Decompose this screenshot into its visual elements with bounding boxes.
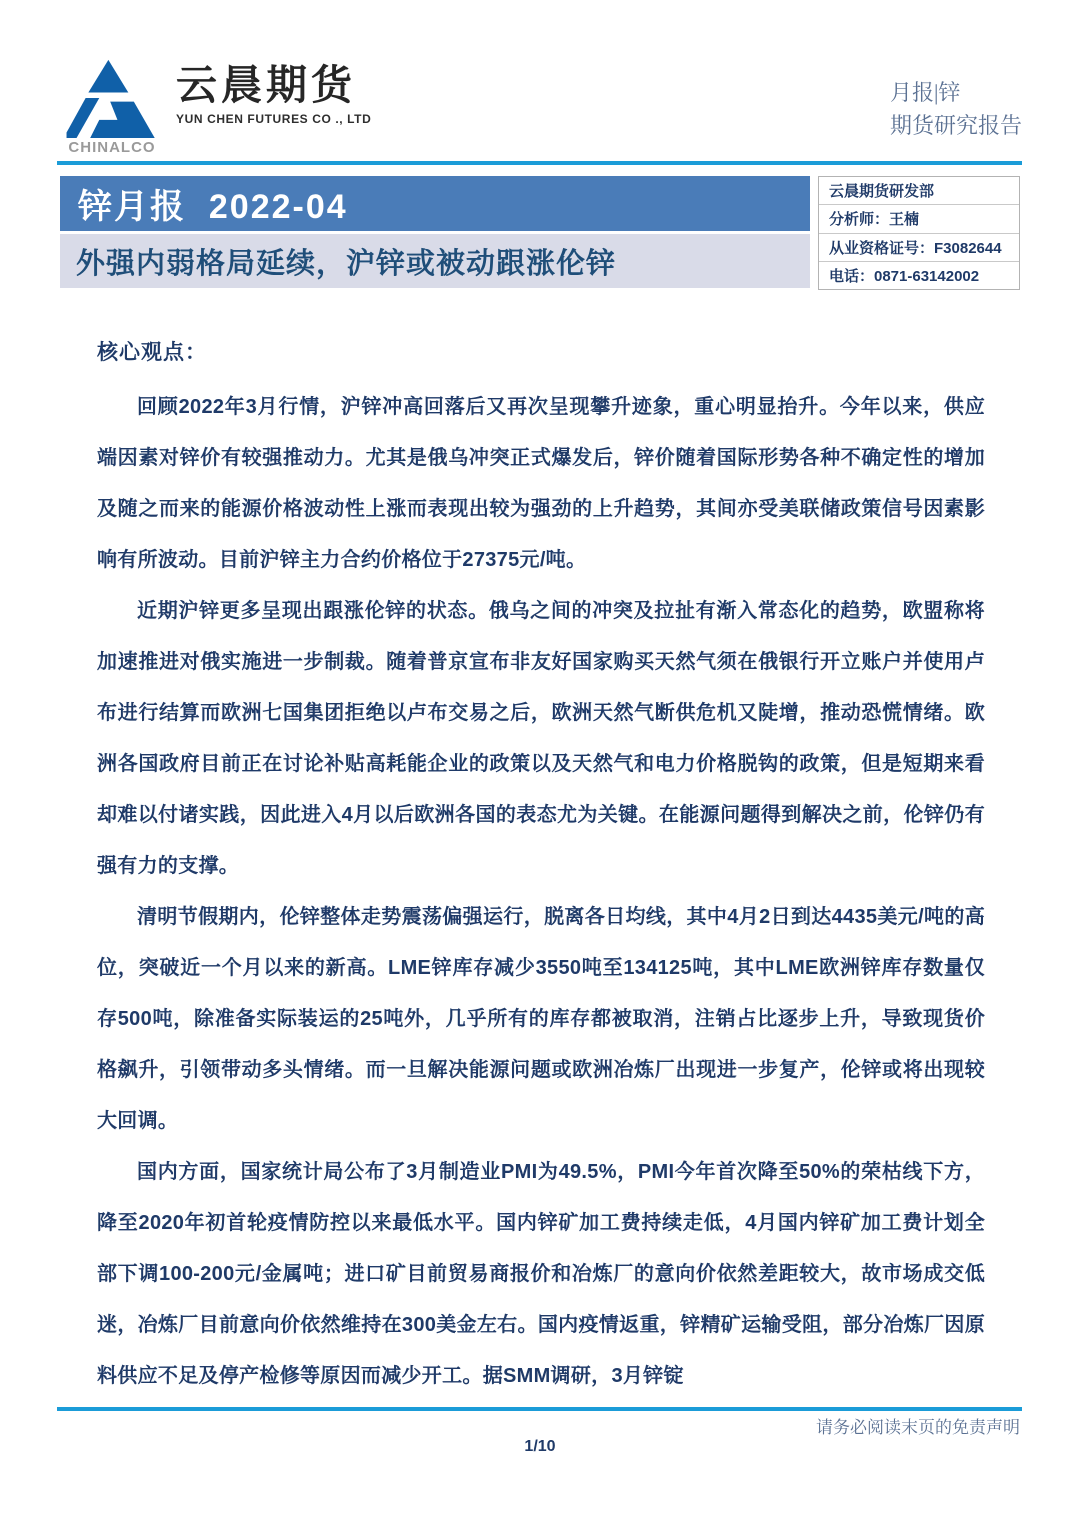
report-title: 锌月报 2022-04	[78, 188, 348, 226]
company-name-block	[176, 62, 371, 126]
company-name-cn: 云晨期货	[176, 62, 356, 108]
report-type-block	[890, 76, 1022, 142]
header-divider	[57, 161, 1022, 165]
report-type: 期货研究报告	[889, 113, 1022, 138]
report-body	[97, 322, 985, 1402]
info-row-analyst: 分析师：王楠	[819, 205, 1019, 233]
logo-caption: CHINALCO	[68, 139, 156, 156]
report-header	[62, 58, 1022, 156]
info-row-license: 从业资格证号：F3082644	[819, 234, 1019, 262]
footer-divider	[57, 1407, 1022, 1411]
body-paragraph: 清明节假期内，伦锌整体走势震荡偏强运行，脱离各日均线，其中4月2日到达4435美元/吨的高位，突破近一个月以来的新高。LME锌库存减少3550吨至134125吨，其中LME欧洲锌库存数量仅存500吨，除准备实际装运的25吨外，几乎所有的库存都被取消，注销占比逐步上升，导致现货价格飙升，引领带动多头情绪。而一旦解决能源问题或欧洲冶炼厂出现进一步复产，伦锌或将出现较大回调。	[97, 906, 985, 1132]
body-paragraph: 国内方面，国家统计局公布了3月制造业PMI为49.5%，PMI今年首次降至50%的荣枯线下方，降至2020年初首轮疫情防控以来最低水平。国内锌矿加工费持续走低，4月国内锌矿加工费计划全部下调100-200元/金属吨；进口矿目前贸易商报价和冶炼厂的意向价依然差距较大，故市场成交低迷，冶炼厂目前意向价依然维持在300美金左右。国内疫情返重，锌精矿运输受阻，部分冶炼厂因原料供应不足及停产检修等原因而减少开工。据SMM调研，3月锌锭	[97, 1161, 985, 1387]
title-banners	[60, 176, 810, 290]
chinalco-logo-icon	[62, 58, 162, 156]
title-section	[60, 176, 1020, 290]
company-name-en: YUN CHEN FUTURES CO ., LTD	[176, 112, 372, 127]
report-subtitle-banner	[60, 234, 810, 288]
section-heading-core-views: 核心观点：	[97, 341, 207, 364]
report-title-banner	[60, 176, 810, 231]
page-number: 1/10	[524, 1438, 556, 1455]
body-paragraph: 近期沪锌更多呈现出跟涨伦锌的状态。俄乌之间的冲突及拉扯有渐入常态化的趋势，欧盟称将加速推进对俄实施进一步制裁。随着普京宣布非友好国家购买天然气须在俄银行开立账户并使用卢布进行结算而欧洲七国集团拒绝以卢布交易之后，欧洲天然气断供危机又陡增，推动恐慌情绪。欧洲各国政府目前正在讨论补贴高耗能企业的政策以及天然气和电力价格脱钩的政策，但是短期来看却难以付诸实践，因此进入4月以后欧洲各国的表态尤为关键。在能源问题得到解决之前，伦锌仍有强有力的支撑。	[97, 600, 985, 877]
analyst-info-box	[818, 176, 1020, 290]
info-row-phone: 电话：0871-63142002	[829, 267, 980, 285]
report-category: 月报|锌	[889, 80, 961, 105]
body-paragraph: 回顾2022年3月行情，沪锌冲高回落后又再次呈现攀升迹象，重心明显抬升。今年以来，供应端因素对锌价有较强推动力。尤其是俄乌冲突正式爆发后，锌价随着国际形势各种不确定性的增加及随之而来的能源价格波动性上涨而表现出较为强劲的上升趋势，其间亦受美联储政策信号因素影响有所波动。目前沪锌主力合约价格位于27375元/吨。	[97, 396, 985, 571]
report-subtitle: 外强内弱格局延续，沪锌或被动跟涨伦锌	[76, 247, 617, 280]
chinalco-triangle-icon	[66, 58, 158, 138]
footer-disclaimer: 请务必阅读末页的免责声明	[816, 1418, 1020, 1437]
company-logo-block	[62, 58, 371, 156]
info-row-department: 云晨期货研发部	[819, 177, 1019, 205]
